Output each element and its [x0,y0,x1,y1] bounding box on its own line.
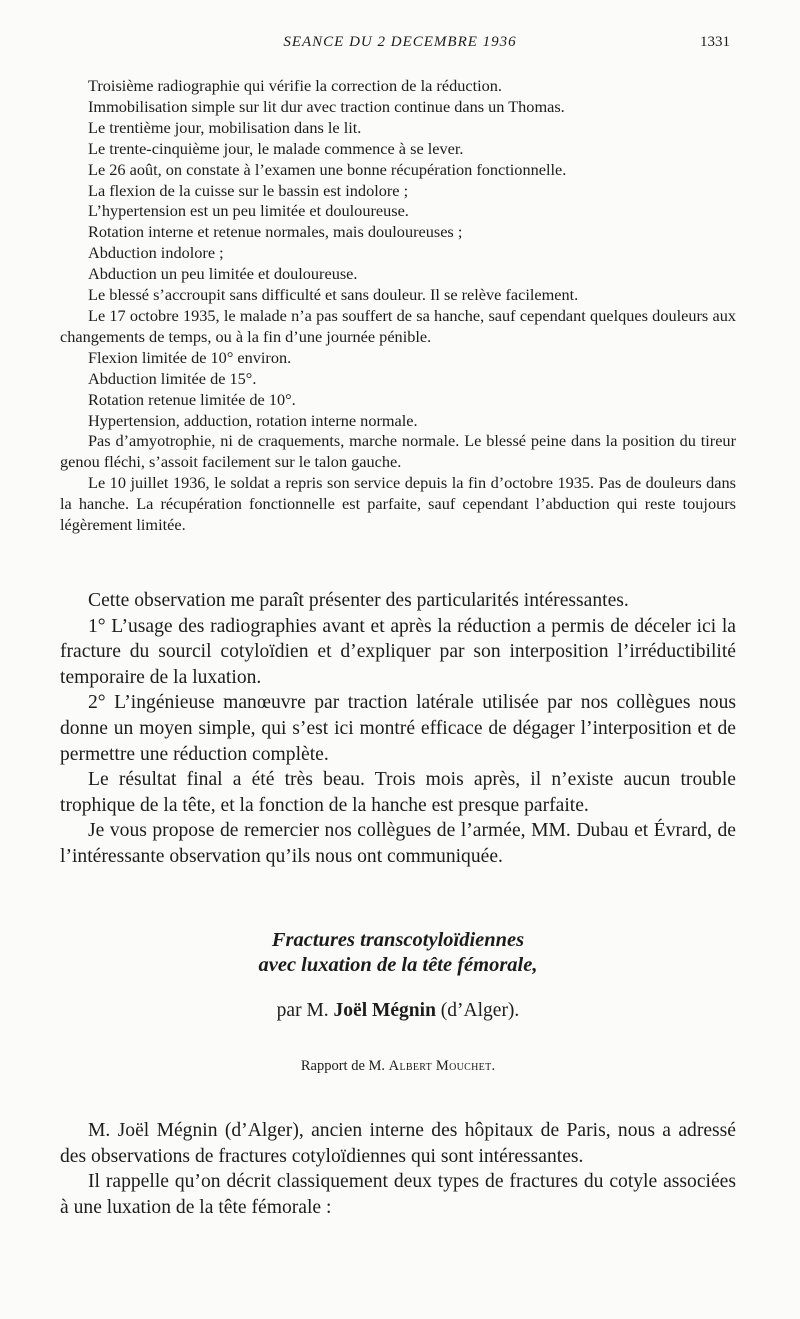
case-note: Le trente-cinquième jour, le malade commence à se lever. [88,138,464,158]
rapporteur-name: Albert Mouchet [388,1058,492,1074]
commentary-paragraph: Le résultat final a été très beau. Trois mois après, il n’existe aucun trouble trophique de la tête, et la fonction de la hanche est presque parfaite. [60,769,736,816]
article-title-line: avec luxation de la tête fémorale, [258,954,538,976]
case-note: Hypertension, adduction, rotation interne normale. [88,410,418,430]
commentary-paragraph: 1° L’usage des radiographies avant et après la réduction a permis de déceler ici la fracture du sourcil cotyloïdien et d’expliquer par son interposition l’irréductibilité temporaire de la luxation. [60,615,736,688]
page-number: 1331 [700,34,730,50]
case-notes [60,76,736,536]
commentary-paragraph: 2° L’ingénieuse manœuvre par traction latérale utilisée par nos collègues nous donne un moyen simple, qui s’est ici montré efficace de dégager l’interposition et de permettre une réduction complète. [60,692,736,765]
running-head: SEANCE DU 2 DECEMBRE 1936 [283,34,517,50]
case-note: La flexion de la cuisse sur le bassin est indolore ; [88,180,409,200]
case-note: Abduction limitée de 15°. [88,368,257,388]
article-body [60,1118,736,1220]
case-note: Immobilisation simple sur lit dur avec traction continue dans un Thomas. [88,96,565,116]
rapport-line [60,1058,736,1075]
rapport-suffix: . [491,1058,496,1074]
rapport-prefix: Rapport de M. [300,1058,389,1074]
case-note: Abduction indolore ; [88,243,224,263]
byline-suffix: (d’Alger). [435,1000,520,1021]
article-title [60,928,736,978]
author-name: Joël Mégnin [333,1000,436,1021]
article-title-line: Fractures transcotyloïdiennes [271,929,525,951]
byline [60,1000,736,1022]
body-paragraph: Il rappelle qu’on décrit classiquement deux types de fractures du cotyle associées à une luxation de la tête fémorale : [60,1171,736,1218]
case-note: Abduction un peu limitée et douloureuse. [88,264,358,284]
case-note: Le 26 août, on constate à l’examen une bonne récupération fonctionnelle. [88,159,567,179]
byline-prefix: par M. [276,1000,334,1021]
body-paragraph: M. Joël Mégnin (d’Alger), ancien interne des hôpitaux de Paris, nous a adressé des observations de fractures cotyloïdiennes qui sont intéressantes. [60,1120,736,1167]
case-note: Rotation retenue limitée de 10°. [88,389,296,409]
case-note: Flexion limitée de 10° environ. [88,347,292,367]
case-note: Le blessé s’accroupit sans difficulté et sans douleur. Il se relève facilement. [88,285,579,305]
commentary-paragraph: Cette observation me paraît présenter des particularités intéressantes. [88,590,629,611]
commentary [60,588,736,870]
case-note: Le 17 octobre 1935, le malade n’a pas souffert de sa hanche, sauf cependant quelques douleurs aux changements de temps, ou à la fin d’une journée pénible. [60,305,736,346]
case-note: Le trentième jour, mobilisation dans le lit. [88,117,362,137]
case-note: Pas d’amyotrophie, ni de craquements, marche normale. Le blessé peine dans la position du tireur genou fléchi, s’assoit facilement sur le talon gauche. [60,431,736,472]
case-note: L’hypertension est un peu limitée et douloureuse. [88,201,409,221]
case-note: Rotation interne et retenue normales, mais douloureuses ; [88,222,463,242]
commentary-paragraph: Je vous propose de remercier nos collègues de l’armée, MM. Dubau et Évrard, de l’intéressante observation qu’ils nous ont communiquée. [60,820,736,867]
case-note: Troisième radiographie qui vérifie la correction de la réduction. [88,76,502,95]
page-header [0,34,800,56]
case-note: Le 10 juillet 1936, le soldat a repris son service depuis la fin d’octobre 1935. Pas de douleurs dans la hanche. La récupération fonctionnelle est parfaite, sauf cependant l’abduction qui reste toujours légèrement limitée. [60,473,736,535]
